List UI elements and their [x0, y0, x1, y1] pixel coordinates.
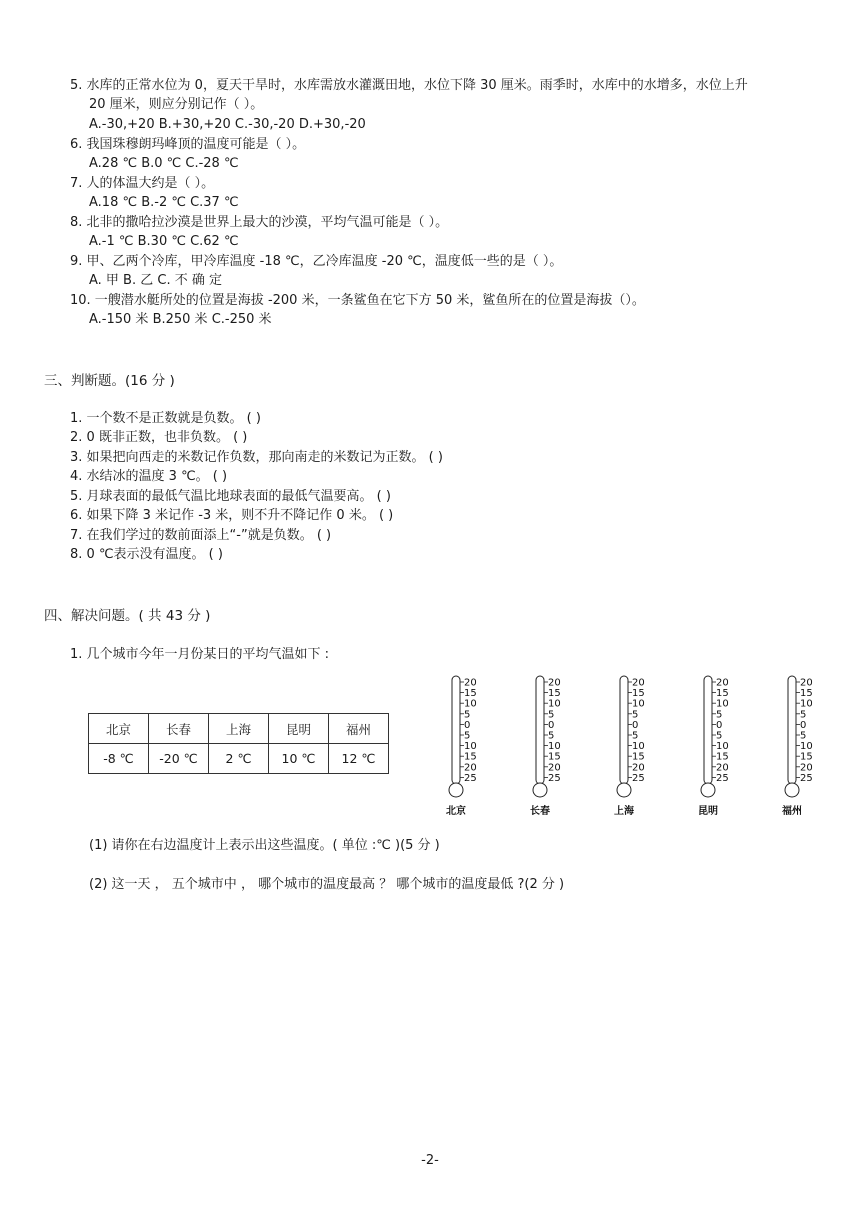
question-7-options: A.18 ℃ B.-2 ℃ C.37 ℃: [89, 195, 239, 210]
table-cell-city-fuzhou: 福州: [329, 714, 389, 744]
question-5-options: A.-30,+20 B.+30,+20 C.-30,-20 D.+30,-20: [89, 117, 366, 132]
scale-label: 10: [716, 698, 729, 710]
thermometer-tube: [788, 676, 796, 784]
thermometer-tube: [452, 676, 460, 784]
thermometer-bulb: [701, 783, 715, 797]
scale-label: 10: [716, 741, 729, 753]
thermometer-bulb: [449, 783, 463, 797]
scale-label: 10: [800, 698, 813, 710]
scale-label: 25: [632, 772, 645, 784]
thermometer-changchun: [530, 676, 561, 817]
scale-label: 15: [548, 688, 561, 700]
sub-question-1: (1) 请你在右边温度计上表示出这些温度。( 单位 :℃ )(5 分 ): [89, 838, 440, 853]
table-cell-city-shanghai: 上海: [209, 714, 269, 744]
table-cell-city-changchun: 长春: [149, 714, 209, 744]
scale-label: 10: [464, 698, 477, 710]
table-row: [89, 744, 389, 774]
scale-label: 10: [800, 741, 813, 753]
scale-label: 20: [800, 677, 813, 689]
sub-question-2: (2) 这一天 ， 五个城市中 ， 哪个城市的温度最高 ？ 哪个城市的温度最低 ?(2 分 ): [89, 877, 565, 892]
table-cell-temp-kunming: 10 ℃: [269, 744, 329, 774]
scale-label: 20: [800, 762, 813, 774]
scale-label: 5: [464, 709, 471, 721]
page-number: -2-: [421, 1153, 439, 1168]
scale-label: 0: [716, 719, 723, 731]
thermometer-tube: [620, 676, 628, 784]
temperature-table: [88, 713, 389, 774]
scale-label: 5: [548, 730, 555, 742]
question-8-options: A.-1 ℃ B.30 ℃ C.62 ℃: [89, 234, 239, 249]
scale-label: 5: [548, 709, 555, 721]
scale-label: 20: [716, 677, 729, 689]
question-8: 8. 北非的撒哈拉沙漠是世界上最大的沙漠，平均气温可能是（ ）。: [70, 215, 449, 230]
scale-label: 15: [632, 688, 645, 700]
table-cell-temp-fuzhou: 12 ℃: [329, 744, 389, 774]
scale-label: 15: [548, 751, 561, 763]
judge-item-4: 4. 水结冰的温度 3 ℃。 ( ): [70, 469, 228, 484]
scale-label: 5: [716, 709, 723, 721]
scale-label: 20: [632, 762, 645, 774]
table-cell-temp-beijing: -8 ℃: [89, 744, 149, 774]
table-row: [89, 714, 389, 744]
scale-label: 10: [632, 741, 645, 753]
question-9-options: A. 甲 B. 乙 C. 不 确 定: [89, 273, 222, 288]
scale-label: 5: [464, 730, 471, 742]
scale-label: 20: [548, 762, 561, 774]
section-3-heading: 三、判断题。(16 分 ): [44, 373, 175, 389]
scale-label: 20: [464, 677, 477, 689]
thermometer-beijing: [446, 676, 477, 817]
scale-label: 0: [464, 719, 471, 731]
question-9: 9. 甲、乙两个冷库，甲冷库温度 -18 ℃，乙冷库温度 -20 ℃，温度低一些的是（ ）。: [70, 254, 563, 269]
scale-label: 0: [548, 719, 555, 731]
scale-label: 25: [716, 772, 729, 784]
scale-label: 25: [800, 772, 813, 784]
thermometer-fuzhou: [781, 676, 813, 817]
scale-label: 15: [464, 751, 477, 763]
thermometer-group: [440, 668, 820, 818]
judge-item-2: 2. 0 既非正数，也非负数。 ( ): [70, 430, 248, 445]
thermometer-bulb: [533, 783, 547, 797]
question-7: 7. 人的体温大约是（ ）。: [70, 176, 215, 191]
thermometer-city-label: 长春: [530, 806, 550, 817]
scale-label: 25: [464, 772, 477, 784]
thermometer-tube: [704, 676, 712, 784]
thermometer-diagram: [440, 668, 820, 818]
scale-label: 0: [632, 719, 639, 731]
question-5-line-2: 20 厘米，则应分别记作（ ）。: [89, 97, 264, 112]
scale-label: 5: [716, 730, 723, 742]
thermometer-kunming: [698, 676, 729, 817]
scale-label: 0: [800, 719, 807, 731]
scale-label: 15: [464, 688, 477, 700]
question-5-line-1: 5. 水库的正常水位为 0，夏天干旱时，水库需放水灌溉田地，水位下降 30 厘米。雨季时，水库中的水增多，水位上升: [70, 78, 748, 93]
judge-item-3: 3. 如果把向西走的米数记作负数，那向南走的米数记为正数。 ( ): [70, 450, 443, 465]
judge-item-5: 5. 月球表面的最低气温比地球表面的最低气温要高。 ( ): [70, 489, 391, 504]
thermometer-city-label: 上海: [614, 806, 634, 817]
thermometer-city-label: 昆明: [698, 806, 718, 817]
scale-label: 15: [716, 688, 729, 700]
scale-label: 15: [632, 751, 645, 763]
table-cell-city-beijing: 北京: [89, 714, 149, 744]
scale-label: 10: [548, 741, 561, 753]
question-6-options: A.28 ℃ B.0 ℃ C.-28 ℃: [89, 156, 239, 171]
question-6: 6. 我国珠穆朗玛峰顶的温度可能是（ ）。: [70, 137, 306, 152]
thermometer-tube: [536, 676, 544, 784]
scale-label: 15: [800, 751, 813, 763]
table-cell-temp-changchun: -20 ℃: [149, 744, 209, 774]
scale-label: 5: [632, 709, 639, 721]
problem-1-text: 1. 几个城市今年一月份某日的平均气温如下 :: [70, 647, 330, 662]
scale-label: 15: [800, 688, 813, 700]
thermometer-shanghai: [614, 676, 645, 817]
scale-label: 10: [464, 741, 477, 753]
scale-label: 20: [464, 762, 477, 774]
section-4-heading: 四、解决问题。( 共 43 分 ): [44, 608, 211, 624]
scale-label: 20: [632, 677, 645, 689]
table-cell-city-kunming: 昆明: [269, 714, 329, 744]
thermometer-city-label: 福州: [782, 806, 802, 817]
scale-label: 5: [800, 730, 807, 742]
scale-label: 5: [800, 709, 807, 721]
thermometer-city-label: 北京: [446, 806, 466, 817]
scale-label: 20: [716, 762, 729, 774]
judge-item-7: 7. 在我们学过的数前面添上“-”就是负数。 ( ): [70, 528, 332, 543]
table-cell-temp-shanghai: 2 ℃: [209, 744, 269, 774]
scale-label: 15: [716, 751, 729, 763]
thermometer-bulb: [785, 783, 799, 797]
scale-label: 25: [548, 772, 561, 784]
judge-item-6: 6. 如果下降 3 米记作 -3 米，则不升不降记作 0 米。 ( ): [70, 508, 394, 523]
scale-label: 10: [548, 698, 561, 710]
question-10-options: A.-150 米 B.250 米 C.-250 米: [89, 312, 272, 327]
judge-item-8: 8. 0 ℃表示没有温度。 ( ): [70, 547, 223, 562]
scale-label: 20: [548, 677, 561, 689]
question-10: 10. 一艘潜水艇所处的位置是海拔 -200 米，一条鲨鱼在它下方 50 米，鲨鱼所在的位置是海拔（）。: [70, 293, 645, 308]
scale-label: 10: [632, 698, 645, 710]
thermometer-bulb: [617, 783, 631, 797]
scale-label: 5: [632, 730, 639, 742]
judge-item-1: 1. 一个数不是正数就是负数。 ( ): [70, 411, 261, 426]
